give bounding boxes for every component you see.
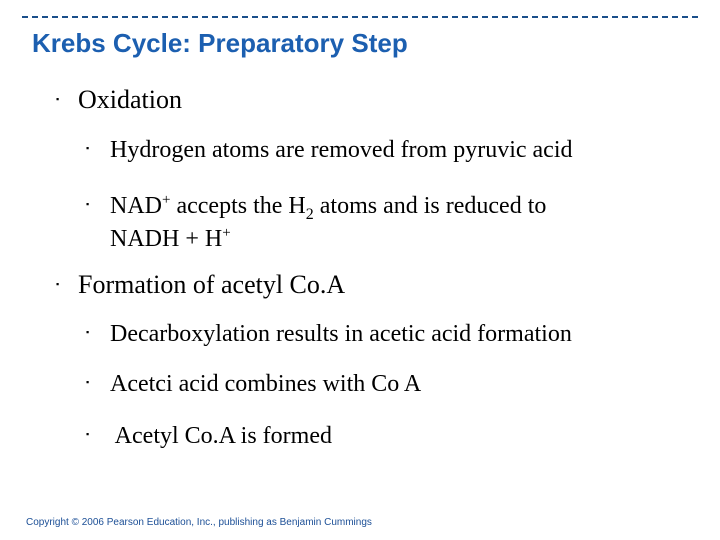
- bullet-oxidation: [56, 84, 182, 118]
- superscript-plus: +: [222, 225, 231, 241]
- title-divider: [22, 16, 698, 18]
- bullet-marker-icon: ▪: [86, 429, 90, 440]
- bullet-marker-icon: ▪: [86, 327, 90, 338]
- text-accepts: accepts the H: [170, 193, 306, 219]
- sub-bullet-acetyl-coa-formed: [86, 421, 332, 452]
- bullet-text: Acetyl Co.A is formed: [110, 423, 332, 449]
- text-atoms-reduced: atoms and is reduced to: [313, 193, 547, 219]
- sub-bullet-decarboxylation: [86, 319, 572, 350]
- superscript-plus: +: [162, 192, 171, 208]
- slide-title: Krebs Cycle: Preparatory Step: [32, 28, 408, 58]
- text-nad: NAD: [110, 193, 162, 219]
- bullet-marker-icon: ▪: [56, 279, 60, 290]
- bullet-text: Oxidation: [78, 85, 182, 114]
- sub-bullet-acetic-acid-combines: [86, 369, 421, 400]
- bullet-formation-acetyl-coa: [56, 269, 345, 303]
- subscript-two: 2: [305, 205, 314, 223]
- text-nadh: NADH + H: [110, 226, 223, 252]
- bullet-marker-icon: ▪: [86, 377, 90, 388]
- bullet-marker-icon: ▪: [56, 94, 60, 105]
- bullet-marker-icon: ▪: [86, 199, 90, 210]
- copyright-footer: Copyright © 2006 Pearson Education, Inc., publishing as Benjamin Cummings: [26, 517, 372, 528]
- bullet-text: Decarboxylation results in acetic acid formation: [110, 321, 572, 347]
- bullet-text: Formation of acetyl Co.A: [78, 270, 346, 299]
- sub-bullet-nad-continuation: [110, 218, 231, 254]
- bullet-text: Acetci acid combines with Co A: [110, 371, 422, 397]
- sub-bullet-hydrogen-removed: [86, 135, 573, 166]
- bullet-text: Hydrogen atoms are removed from pyruvic acid: [110, 137, 573, 163]
- bullet-marker-icon: ▪: [86, 143, 90, 154]
